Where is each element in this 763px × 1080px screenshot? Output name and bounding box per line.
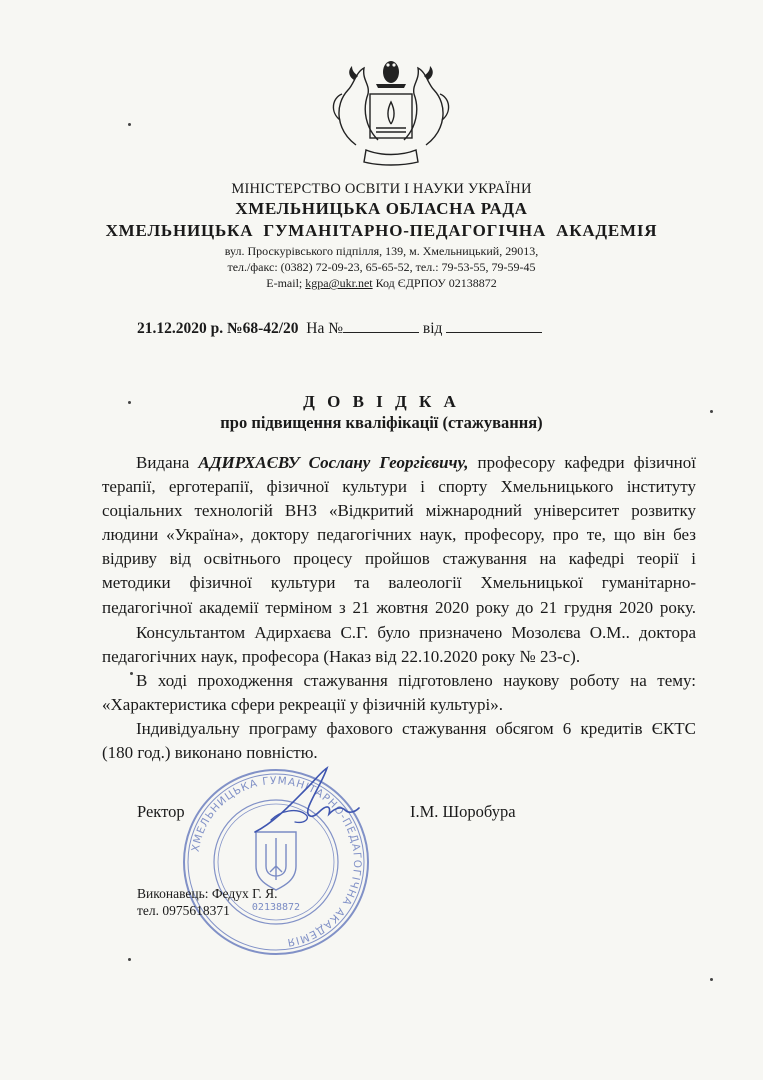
- signatory-name: І.М. Шоробура: [410, 802, 516, 821]
- executor-phone: тел. 0975618371: [137, 903, 230, 918]
- body-line: соціальних технологій ВНЗ «Відкритий міжнародний університет розвитку: [102, 501, 696, 520]
- incoming-number-label: На №: [306, 320, 344, 337]
- recipient-position: професору кафедри фізичної: [468, 453, 696, 472]
- signatory-position: Ректор: [137, 802, 185, 821]
- body-line: терапії, ерготерапії, фізичної культури і спорту Хмельницького інституту: [102, 477, 696, 496]
- body-line: «Характеристика сфери рекреації у фізичній культурі».: [102, 695, 503, 714]
- body-line: методики фізичної культури та валеології Хмельницької гуманітарно-: [102, 573, 696, 592]
- handwritten-signature: [245, 762, 365, 842]
- document-title: Д О В І Д К А: [303, 392, 460, 411]
- postal-address: вул. Проскурівського підпілля, 139, м. Хмельницький, 29013,: [224, 244, 539, 258]
- document-subtitle: про підвищення кваліфікації (стажування): [220, 413, 543, 432]
- regional-council-name: ХМЕЛЬНИЦЬКА ОБЛАСНА РАДА: [235, 199, 528, 218]
- email-label: E-mail;: [266, 276, 306, 290]
- email-link[interactable]: kgpa@ukr.net: [305, 276, 373, 290]
- academy-name: ХМЕЛЬНИЦЬКА ГУМАНІТАРНО-ПЕДАГОГІЧНА АКАДЕМІЯ: [105, 221, 658, 240]
- scan-speck: [128, 401, 131, 404]
- incoming-number-blank: [343, 320, 419, 333]
- body-line: педагогічної академії терміном з 21 жовтня 2020 року до 21 грудня 2020 року.: [102, 598, 696, 617]
- body-line: відриву від освітнього процесу пройшов стажування на кафедрі теорії і: [102, 549, 696, 568]
- paragraph-start: Видана: [136, 453, 199, 472]
- incoming-date-label: від: [422, 320, 443, 337]
- ministry-name: МІНІСТЕРСТВО ОСВІТИ І НАУКИ УКРАЇНИ: [231, 181, 532, 197]
- stamp-code: 02138872: [251, 902, 301, 913]
- scan-speck: [710, 978, 713, 981]
- registration-line: [137, 320, 542, 338]
- edrpou-code: Код ЄДРПОУ 02138872: [372, 276, 497, 290]
- body-line: (180 год.) виконано повністю.: [102, 743, 318, 762]
- body-line: [102, 452, 696, 474]
- email-line: [0, 276, 763, 291]
- executor-name: Виконавець: Федух Г. Я.: [137, 886, 278, 901]
- body-line: педагогічних наук, професора (Наказ від 22.10.2020 року № 23-с).: [102, 647, 581, 666]
- stamp-text: ХМЕЛЬНИЦЬКА ГУМАНІТАРНО-ПЕДАГОГІЧНА АКАДЕМІЯ: [189, 774, 364, 949]
- scan-speck: [128, 958, 131, 961]
- body-line: В ході проходження стажування підготовлено наукову роботу на тему:: [136, 671, 696, 690]
- outgoing-date-number: 21.12.2020 р. №68-42/20: [137, 320, 299, 337]
- body-line: людини «Україна», доктору педагогічних наук, професору, про те, що він без: [102, 525, 696, 544]
- scan-speck: [130, 672, 133, 675]
- scan-speck: [128, 123, 131, 126]
- recipient-name: АДИРХАЄВУ Сослану Георгієвичу,: [198, 453, 469, 472]
- scan-speck: [710, 410, 713, 413]
- phone-numbers: тел./факс: (0382) 72-09-23, 65-65-52, тел.: 79-53-55, 79-59-45: [227, 260, 536, 274]
- academy-emblem-icon: [326, 50, 456, 168]
- body-line: Консультантом Адирхаєва С.Г. було призначено Мозолєва О.М.. доктора: [136, 623, 696, 642]
- body-line: Індивідуальну програму фахового стажування обсягом 6 кредитів ЄКТС: [136, 719, 696, 738]
- incoming-date-blank: [446, 320, 542, 333]
